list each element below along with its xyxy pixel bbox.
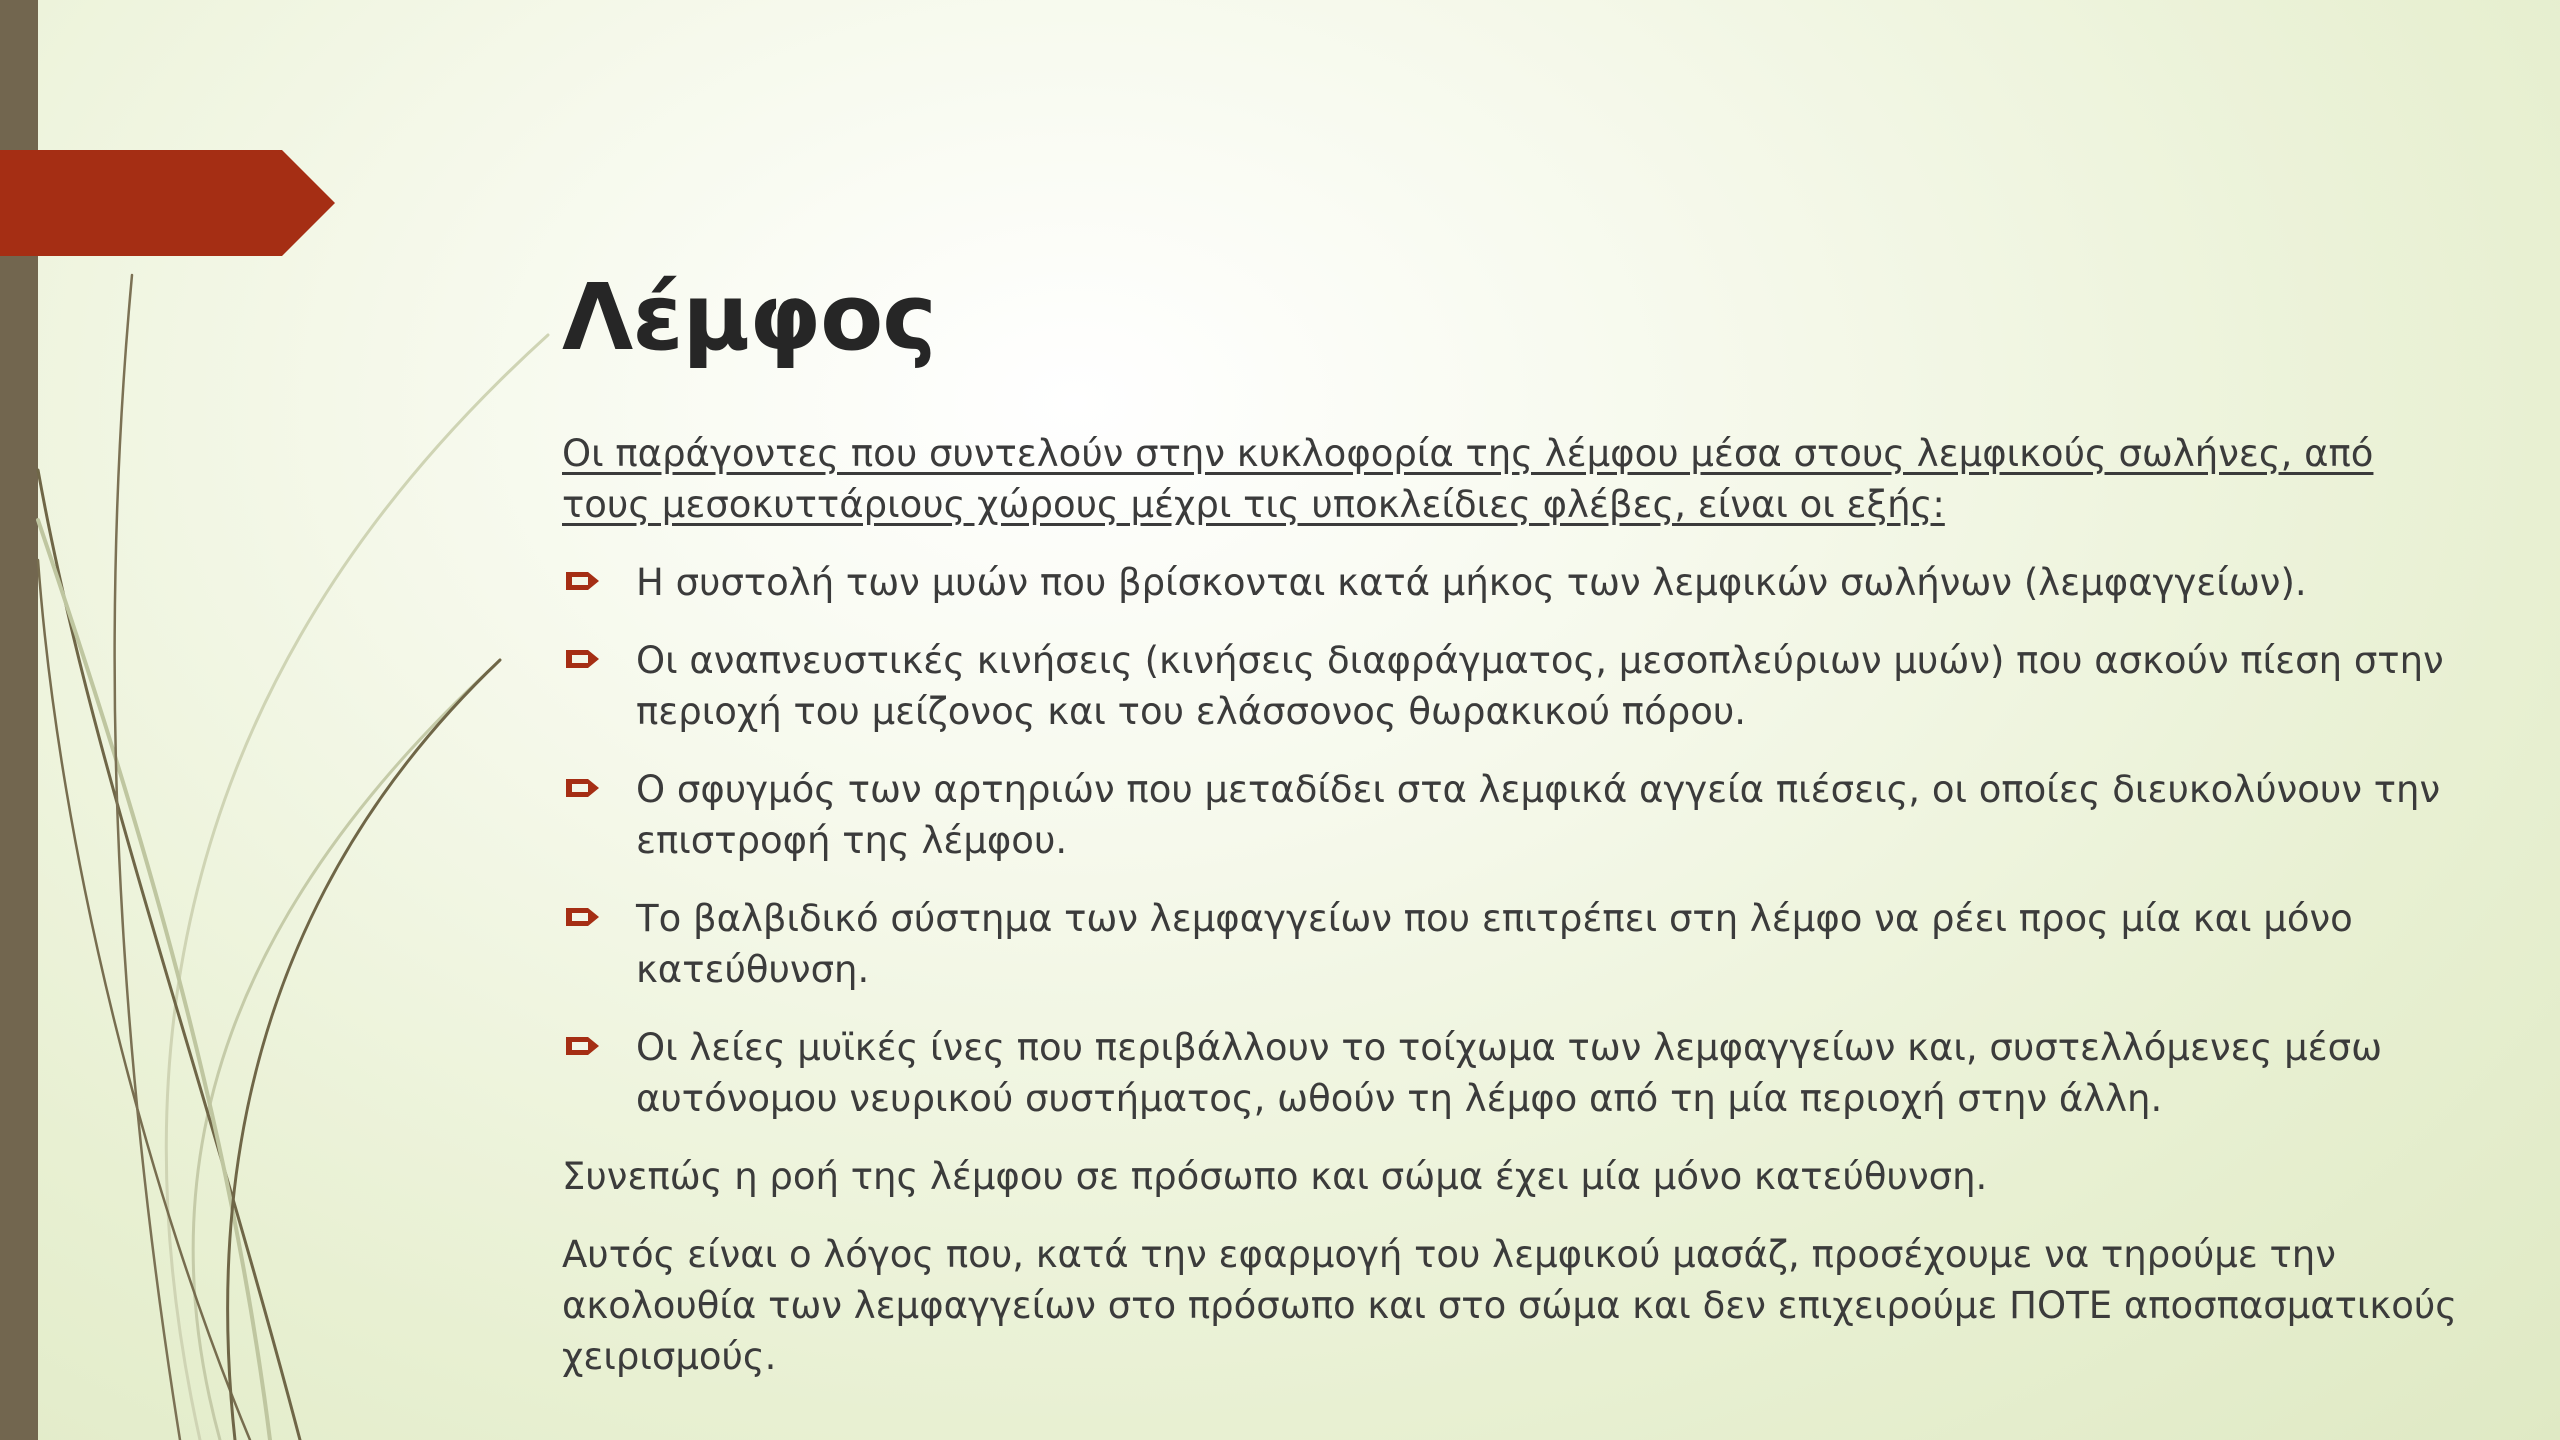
- arrow-bullet-icon: [566, 568, 600, 594]
- arrow-bullet-icon: [566, 646, 600, 672]
- list-item: [562, 1022, 2462, 1124]
- list-item: [562, 893, 2462, 995]
- bullet-text: Το βαλβιδικό σύστημα των λεμφαγγείων που επιτρέπει στη λέμφο να ρέει προς μία και μόνο κατεύθυνση.: [636, 897, 2353, 991]
- arrow-bullet-icon: [566, 1033, 600, 1059]
- title-accent-pennant: [0, 150, 335, 256]
- bullet-list: [562, 557, 2462, 1124]
- bullet-text: Οι αναπνευστικές κινήσεις (κινήσεις διαφράγματος, μεσοπλεύριων μυών) που ασκούν πίεση στην περιοχή του μείζονος και του ελάσσονος θωρακικού πόρου.: [636, 639, 2444, 733]
- bullet-text: Ο σφυγμός των αρτηριών που μεταδίδει στα λεμφικά αγγεία πιέσεις, οι οποίες διευκολύνουν την επιστροφή της λέμφου.: [636, 768, 2441, 862]
- list-item: [562, 635, 2462, 737]
- closing-paragraph: Αυτός είναι ο λόγος που, κατά την εφαρμογή του λεμφικού μασάζ, προσέχουμε να τηρούμε την ακολουθία των λεμφαγγείων στο πρόσωπο και στο σώμα και δεν επιχειρούμε ΠΟΤΕ αποσπασματικούς χειρισμούς.: [562, 1233, 2458, 1378]
- slide-title: Λέμφος: [562, 264, 936, 371]
- bullet-text: Οι λείες μυϊκές ίνες που περιβάλλουν το τοίχωμα των λεμφαγγείων και, συστελλόμενες μέσω αυτόνομου νευρικού συστήματος, ωθούν τη λέμφο από τη μία περιοχή στην άλλη.: [636, 1026, 2383, 1120]
- conclusion-paragraph: Συνεπώς η ροή της λέμφου σε πρόσωπο και σώμα έχει μία μόνο κατεύθυνση.: [562, 1155, 1988, 1198]
- arrow-bullet-icon: [566, 904, 600, 930]
- list-item: [562, 557, 2462, 608]
- arrow-bullet-icon: [566, 775, 600, 801]
- bullet-text: Η συστολή των μυών που βρίσκονται κατά μήκος των λεμφικών σωλήνων (λεμφαγγείων).: [636, 561, 2307, 604]
- list-item: [562, 764, 2462, 866]
- slide-body: [562, 428, 2462, 1409]
- intro-paragraph: Οι παράγοντες που συντελούν στην κυκλοφορία της λέμφου μέσα στους λεμφικούς σωλήνες, από τους μεσοκυττάριους χώρους μέχρι τις υποκλείδιες φλέβες, είναι οι εξής:: [562, 432, 2374, 526]
